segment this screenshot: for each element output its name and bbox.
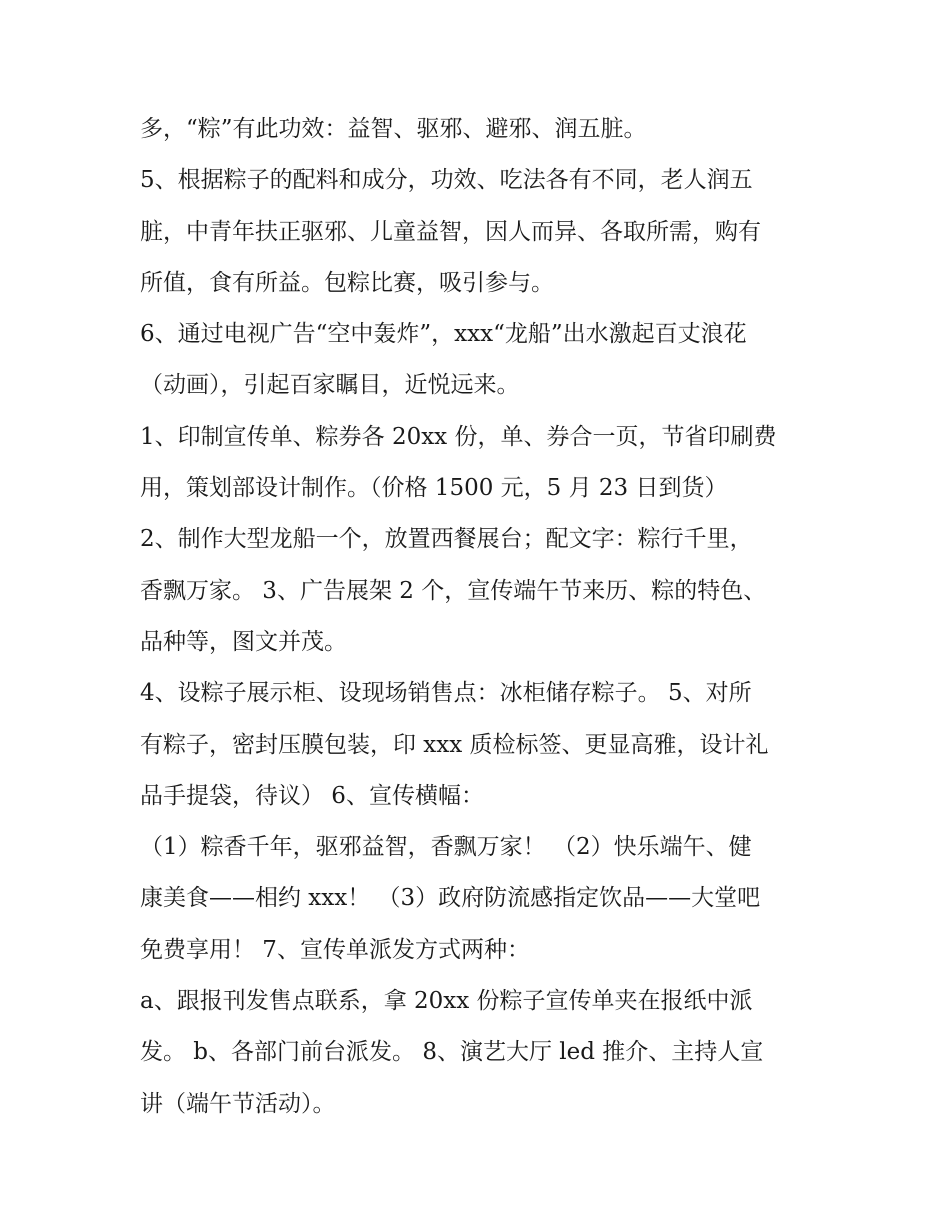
text-line: 康美食——相约 xxx！ （3）政府防流感指定饮品——大堂吧	[140, 885, 761, 912]
text-line: 用，策划部设计制作。（价格 1500 元，5 月 23 日到货）	[140, 475, 728, 502]
text-line: 品手提袋，待议） 6、宣传横幅：	[140, 782, 484, 809]
text-line: a、跟报刊发售点联系，拿 20xx 份粽子宣传单夹在报纸中派	[140, 988, 753, 1015]
text-line: 2、制作大型龙船一个，放置西餐展台；配文字：粽行千里，	[140, 526, 753, 553]
text-line: 所值，食有所益。包粽比赛，吸引参与。	[140, 269, 554, 296]
text-line: 脏，中青年扶正驱邪、儿童益智，因人而异、各取所需，购有	[140, 218, 761, 245]
text-line: 发。 b、各部门前台派发。 8、演艺大厅 led 推介、主持人宣	[140, 1039, 764, 1066]
text-line: （1）粽香千年，驱邪益智，香飘万家！ （2）快乐端午、健	[140, 834, 752, 861]
body-text	[140, 104, 830, 1130]
text-line: 有粽子，密封压膜包装，印 xxx 质检标签、更显高雅，设计礼	[140, 731, 769, 758]
text-line: 1、印制宣传单、粽券各 20xx 份，单、券合一页，节省印刷费	[140, 423, 777, 450]
text-line: 4、设粽子展示柜、设现场销售点：冰柜储存粽子。 5、对所	[140, 680, 752, 707]
text-line: 免费享用！ 7、宣传单派发方式两种：	[140, 936, 530, 963]
text-line: 5、根据粽子的配料和成分，功效、吃法各有不同，老人润五	[140, 167, 753, 194]
text-line: 讲（端午节活动）。	[140, 1090, 336, 1117]
text-line: 多，“粽”有此功效：益智、驱邪、避邪、润五脏。	[140, 116, 647, 142]
text-line: 6、通过电视广告“空中轰炸”，xxx“龙船”出水激起百丈浪花	[140, 321, 747, 348]
text-line: 香飘万家。 3、广告展架 2 个，宣传端午节来历、粽的特色、	[140, 577, 767, 604]
text-line: 品种等，图文并茂。	[140, 628, 347, 655]
text-line: （动画），引起百家瞩目，近悦远来。	[140, 372, 520, 399]
